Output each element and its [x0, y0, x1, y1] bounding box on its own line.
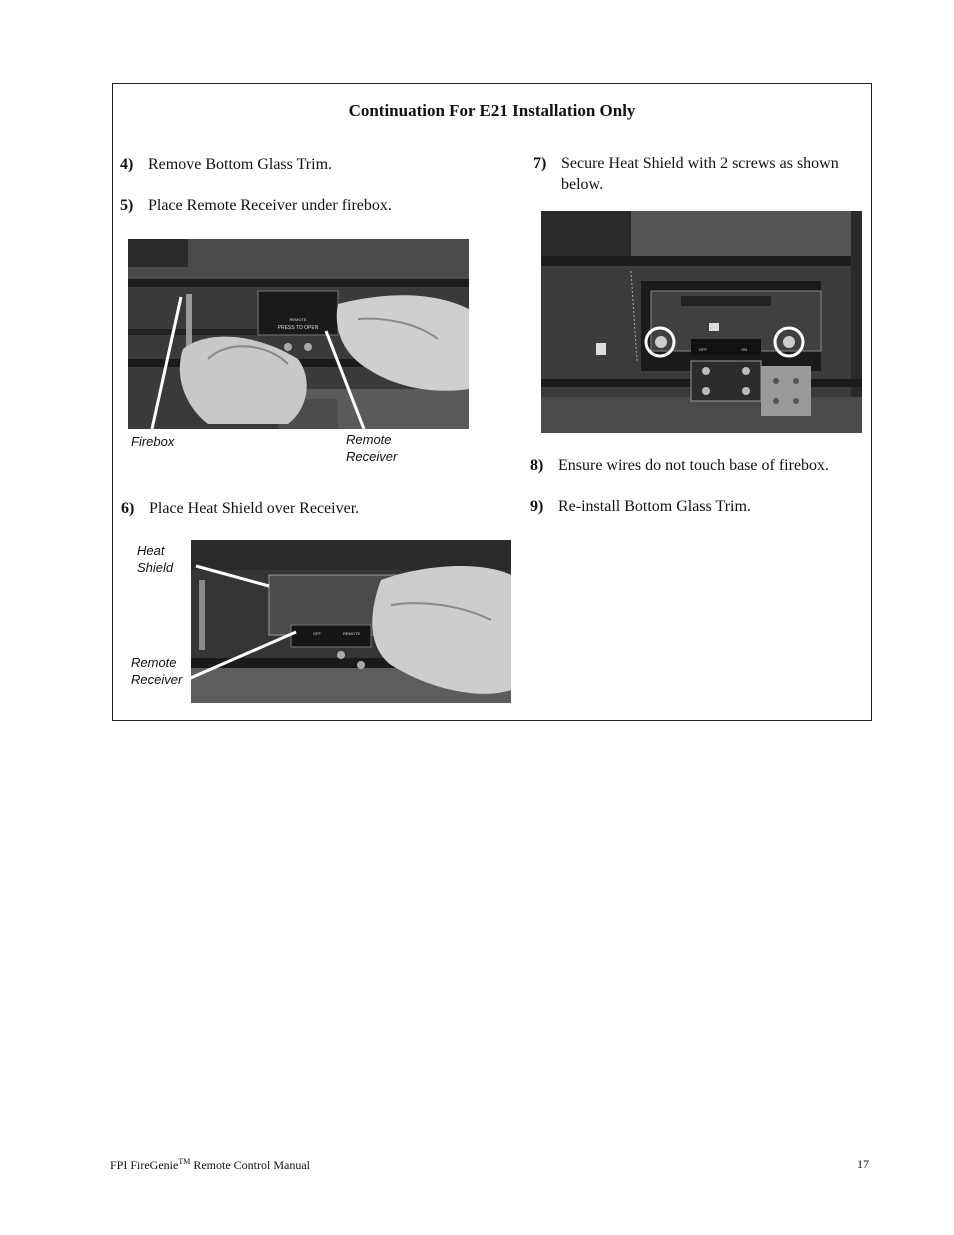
- photo-secured-heat-shield: [541, 211, 862, 433]
- photo-heat-shield-over-receiver: [191, 540, 511, 703]
- step-text: Re-install Bottom Glass Trim.: [558, 498, 751, 515]
- photo-receiver-under-firebox: [128, 239, 469, 429]
- step-number: 7): [533, 155, 547, 172]
- instruction-box: [112, 83, 872, 721]
- footer-manual-title: [110, 1157, 310, 1173]
- page-number: 17: [857, 1157, 869, 1171]
- step-number: 5): [120, 197, 134, 214]
- trademark-mark: TM: [178, 1157, 191, 1166]
- step-4: [120, 154, 332, 175]
- footer-manual-suffix: Remote Control Manual: [190, 1158, 310, 1172]
- step-number: 9): [530, 498, 544, 515]
- receiver-off-text: OFF: [313, 631, 321, 636]
- step-8: [530, 455, 829, 476]
- step-6: [121, 498, 359, 519]
- receiver-on-text: ON: [741, 347, 747, 352]
- step-text: Remove Bottom Glass Trim.: [148, 156, 333, 173]
- step-number: 6): [121, 500, 135, 517]
- step-7: [533, 153, 868, 195]
- section-title: Continuation For E21 Installation Only: [348, 101, 636, 120]
- step-text: Secure Heat Shield with 2 screws as shown below.: [561, 155, 839, 193]
- step-text: Place Heat Shield over Receiver.: [149, 500, 360, 517]
- receiver-remote-text: REMOTE: [343, 631, 361, 636]
- step-9: [530, 496, 751, 517]
- step-5: [120, 195, 392, 216]
- footer-brand: FPI FireGenie: [110, 1158, 179, 1172]
- label-heat-shield: Heat Shield: [137, 543, 174, 575]
- receiver-press-to-open: PRESS TO OPEN: [277, 325, 319, 331]
- step-number: 4): [120, 156, 134, 173]
- receiver-off-text: OFF: [699, 347, 707, 352]
- receiver-remote-text: REMOTE: [289, 317, 307, 322]
- label-remote-receiver-1: Remote Receiver: [346, 432, 398, 464]
- label-remote-receiver-2: Remote Receiver: [131, 655, 183, 687]
- step-text: Ensure wires do not touch base of firebox.: [558, 457, 830, 474]
- step-number: 8): [530, 457, 544, 474]
- step-text: Place Remote Receiver under firebox.: [148, 197, 392, 214]
- label-firebox: Firebox: [131, 434, 175, 449]
